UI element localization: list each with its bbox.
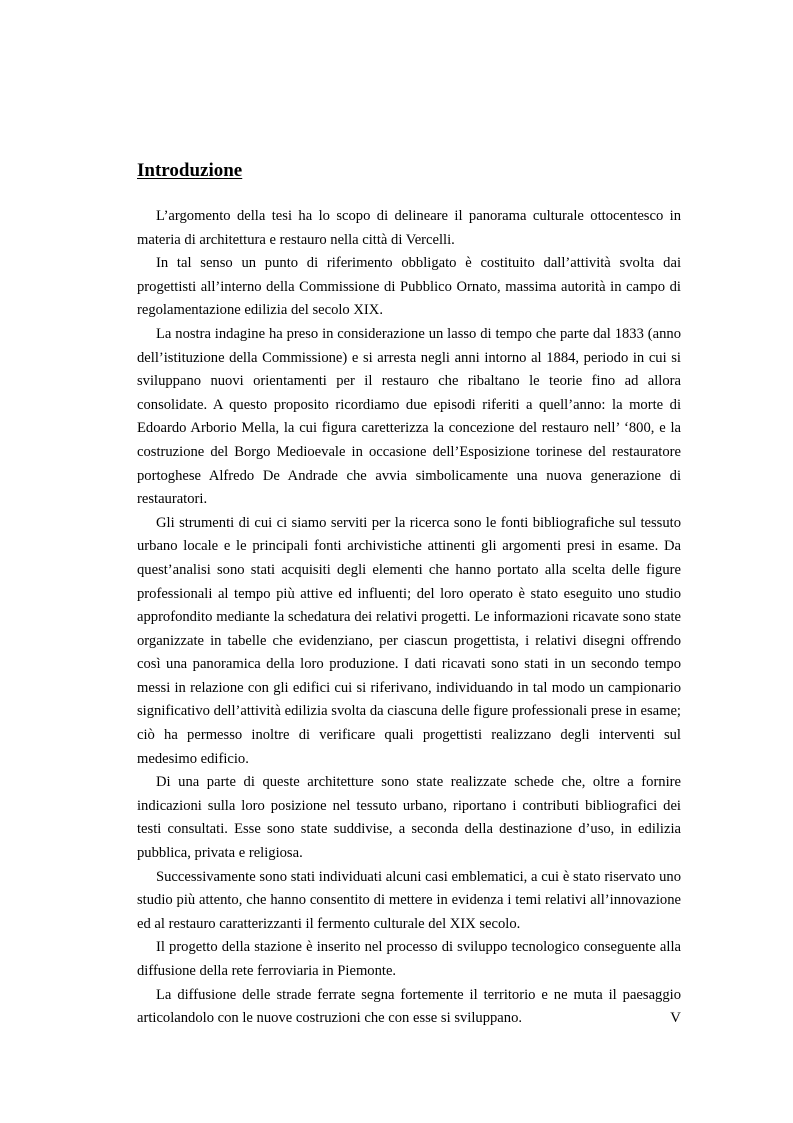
paragraph: Gli strumenti di cui ci siamo serviti per la ricerca sono le fonti bibliografiche sul tessuto urbano locale e le principali fonti archivistiche attinenti gli argomenti presi in esame. Da quest’analisi sono stati acquisiti degli elementi che hanno portato alla scelta delle figure professionali al tempo più attive ed influenti; del loro operato è stato eseguito uno studio approfondito mediante la schedatura dei relativi progetti. Le informazioni ricavate sono state organizzate in tabelle che evidenziano, per ciascun progettista, i relativi disegni offrendo così una panoramica della loro produzione. I dati ricavati sono stati in un secondo tempo messi in relazione con gli edifici cui si riferivano, individuando in tal modo un campionario significativo dell’attività edilizia svolta da ciascuna delle figure professionali prese in esame; ciò ha permesso inoltre di verificare quali progettisti realizzano degli interventi sul medesimo edificio. bbox=[137, 514, 681, 767]
paragraph: Di una parte di queste architetture sono state realizzate schede che, oltre a fornire indicazioni sulla loro posizione nel tessuto urbano, riportano i contributi bibliografici dei testi consultati. Esse sono state suddivise, a seconda della destinazione d’uso, in edilizia pubblica, privata e religiosa. bbox=[137, 774, 681, 862]
section-heading: Introduzione bbox=[137, 160, 243, 181]
page-number: V bbox=[670, 1010, 681, 1026]
paragraph: La nostra indagine ha preso in considerazione un lasso di tempo che parte dal 1833 (anno dell’istituzione della Commissione) e si arresta negli anni intorno al 1884, periodo in cui si sviluppano nuovi orientamenti per il restauro che ribaltano le teorie fino ad allora consolidate. A questo proposito ricordiamo due episodi riferiti a quell’anno: la morte di Edoardo Arborio Mella, la cui figura caretterizza la concezione del restauro nell’ ‘800, e la costruzione del Borgo Medioevale in occasione dell’Esposizione torinese del restauratore portoghese Alfredo De Andrade che avvia simbolicamente una nuova generazione di restauratori. bbox=[137, 325, 681, 508]
paragraph: In tal senso un punto di riferimento obbligato è costituito dall’attività svolta dai progettisti all’interno della Commissione di Pubblico Ornato, massima autorità in campo di regolamentazione edilizia del secolo XIX. bbox=[137, 255, 681, 319]
paragraph: L’argomento della tesi ha lo scopo di delineare il panorama culturale ottocentesco in materia di architettura e restauro nella città di Vercelli. bbox=[137, 208, 681, 248]
paragraph: Successivamente sono stati individuati alcuni casi emblematici, a cui è stato riservato uno studio più attento, che hanno consentito di mettere in evidenza i temi relativi all’innovazione ed al restauro caratterizzanti il fermento culturale del XIX secolo. bbox=[137, 868, 681, 932]
body-text bbox=[137, 205, 681, 1031]
paragraph: Il progetto della stazione è inserito nel processo di sviluppo tecnologico conseguente alla diffusione della rete ferroviaria in Piemonte. bbox=[137, 939, 681, 979]
paragraph: La diffusione delle strade ferrate segna fortemente il territorio e ne muta il paesaggio articolandolo con le nuove costruzioni che con esse si sviluppano. bbox=[137, 986, 681, 1027]
